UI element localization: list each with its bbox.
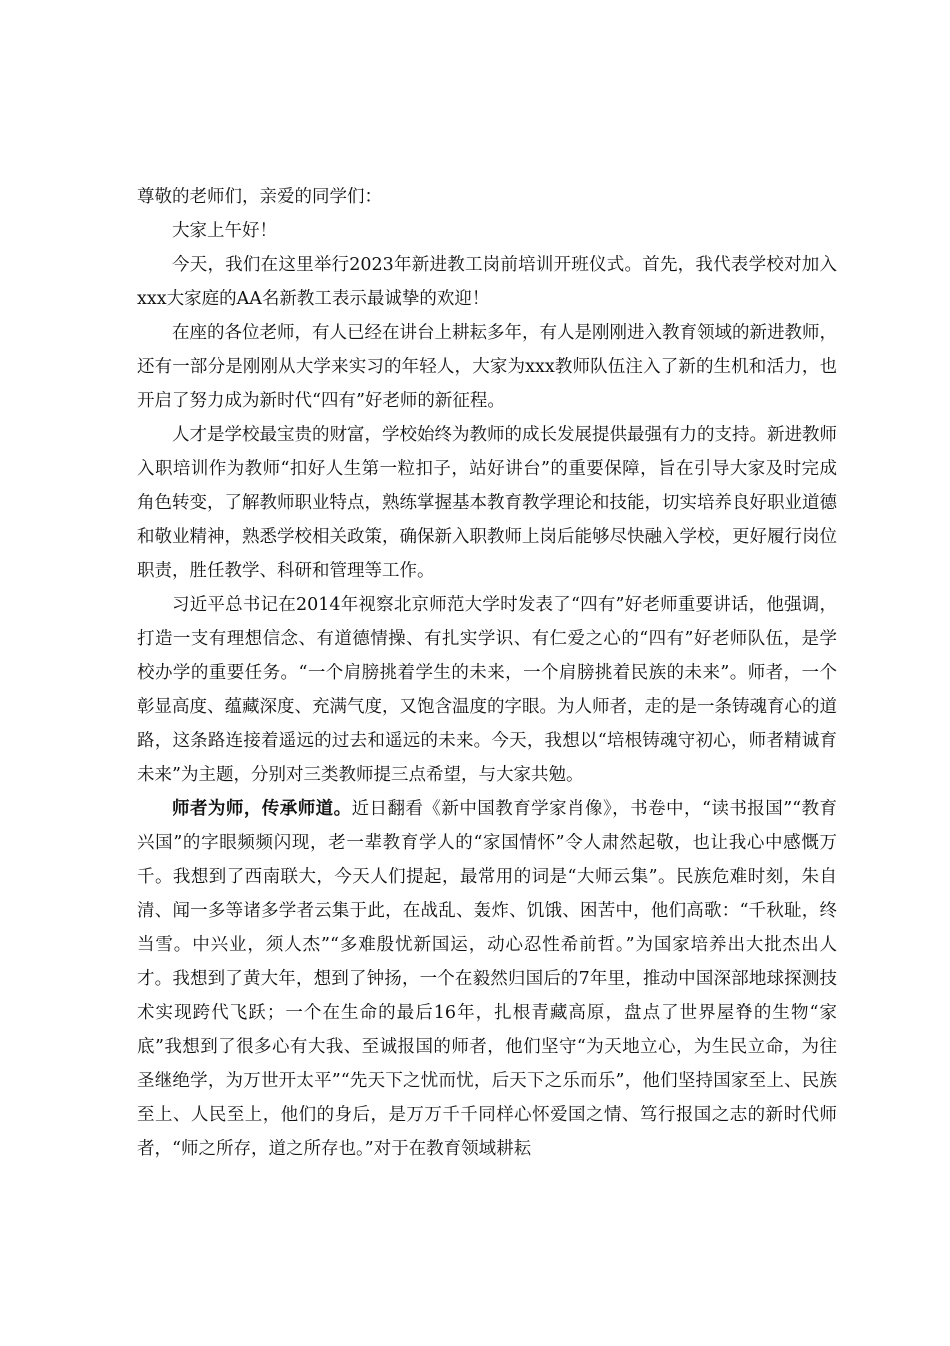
paragraph-four-haves: 习近平总书记在2014年视察北京师范大学时发表了“四有”好老师重要讲话，他强调，打造一支有理想信念、有道德情操、有扎实学识、有仁爱之心的“四有”好老师队伍，是学校办学的重要任务。“一个肩膀挑着学生的未来，一个肩膀挑着民族的未来”。师者，一个彰显高度、蕴藏深度、充满气度，又饱含温度的字眼。为人师者，走的是一条铸魂育心的道路，这条路连接着遥远的过去和遥远的未来。今天，我想以“培根铸魂守初心，师者精诚育未来”为主题，分别对三类教师提三点希望，与大家共勉。 (137, 595, 837, 785)
greeting: 大家上午好！ (172, 221, 277, 241)
salutation: 尊敬的老师们，亲爱的同学们： (137, 187, 382, 207)
paragraph-tradition-body: 近日翻看《新中国教育学家肖像》，书卷中，“读书报国”“教育兴国”的字眼频频闪现，老一辈教育学人的“家国情怀”令人肃然起敬，也让我心中感慨万千。我想到了西南联大，今天人们提起，最常用的词是“大师云集”。民族危难时刻，朱自清、闻一多等诸多学者云集于此，在战乱、轰炸、饥饿、困苦中，他们高歌：“千秋耻，终当雪。中兴业，须人杰”“多难殷忧新国运，动心忍性希前哲。”为国家培养出大批杰出人才。我想到了黄大年，想到了钟扬，一个在毅然归国后的7年里，推动中国深部地球探测技术实现跨代飞跃；一个在生命的最后16年，扎根青藏高原，盘点了世界屋脊的生物“家底”我想到了很多心有大我、至诚报国的师者，他们坚守“为天地立心，为生民立命，为往圣继绝学，为万世开太平”“先天下之忧而忧，后天下之乐而乐”，他们坚持国家至上、民族至上、人民至上，他们的身后，是万万千千同样心怀爱国之情、笃行报国之志的新时代师者，“师之所存，道之所存也。”对于在教育领域耕耘 (137, 799, 838, 1159)
paragraph-tradition (137, 792, 837, 1166)
speech-body (137, 180, 837, 1166)
paragraph-new-teachers: 在座的各位老师，有人已经在讲台上耕耘多年，有人是刚刚进入教育领域的新进教师，还有一部分是刚刚从大学来实习的年轻人，大家为xxx教师队伍注入了新的生机和活力，也开启了努力成为新时代“四有”好老师的新征程。 (137, 323, 837, 411)
paragraph-opening: 今天，我们在这里举行2023年新进教工岗前培训开班仪式。首先，我代表学校对加入xxx大家庭的AA名新教工表示最诚挚的欢迎！ (137, 255, 837, 309)
paragraph-talent: 人才是学校最宝贵的财富，学校始终为教师的成长发展提供最强有力的支持。新进教师入职培训作为教师“扣好人生第一粒扣子，站好讲台”的重要保障，旨在引导大家及时完成角色转变，了解教师职业特点，熟练掌握基本教育教学理论和技能，切实培养良好职业道德和敬业精神，熟悉学校相关政策，确保新入职教师上岗后能够尽快融入学校，更好履行岗位职责，胜任教学、科研和管理等工作。 (137, 425, 837, 581)
paragraph-tradition-heading: 师者为师，传承师道。 (172, 799, 352, 819)
